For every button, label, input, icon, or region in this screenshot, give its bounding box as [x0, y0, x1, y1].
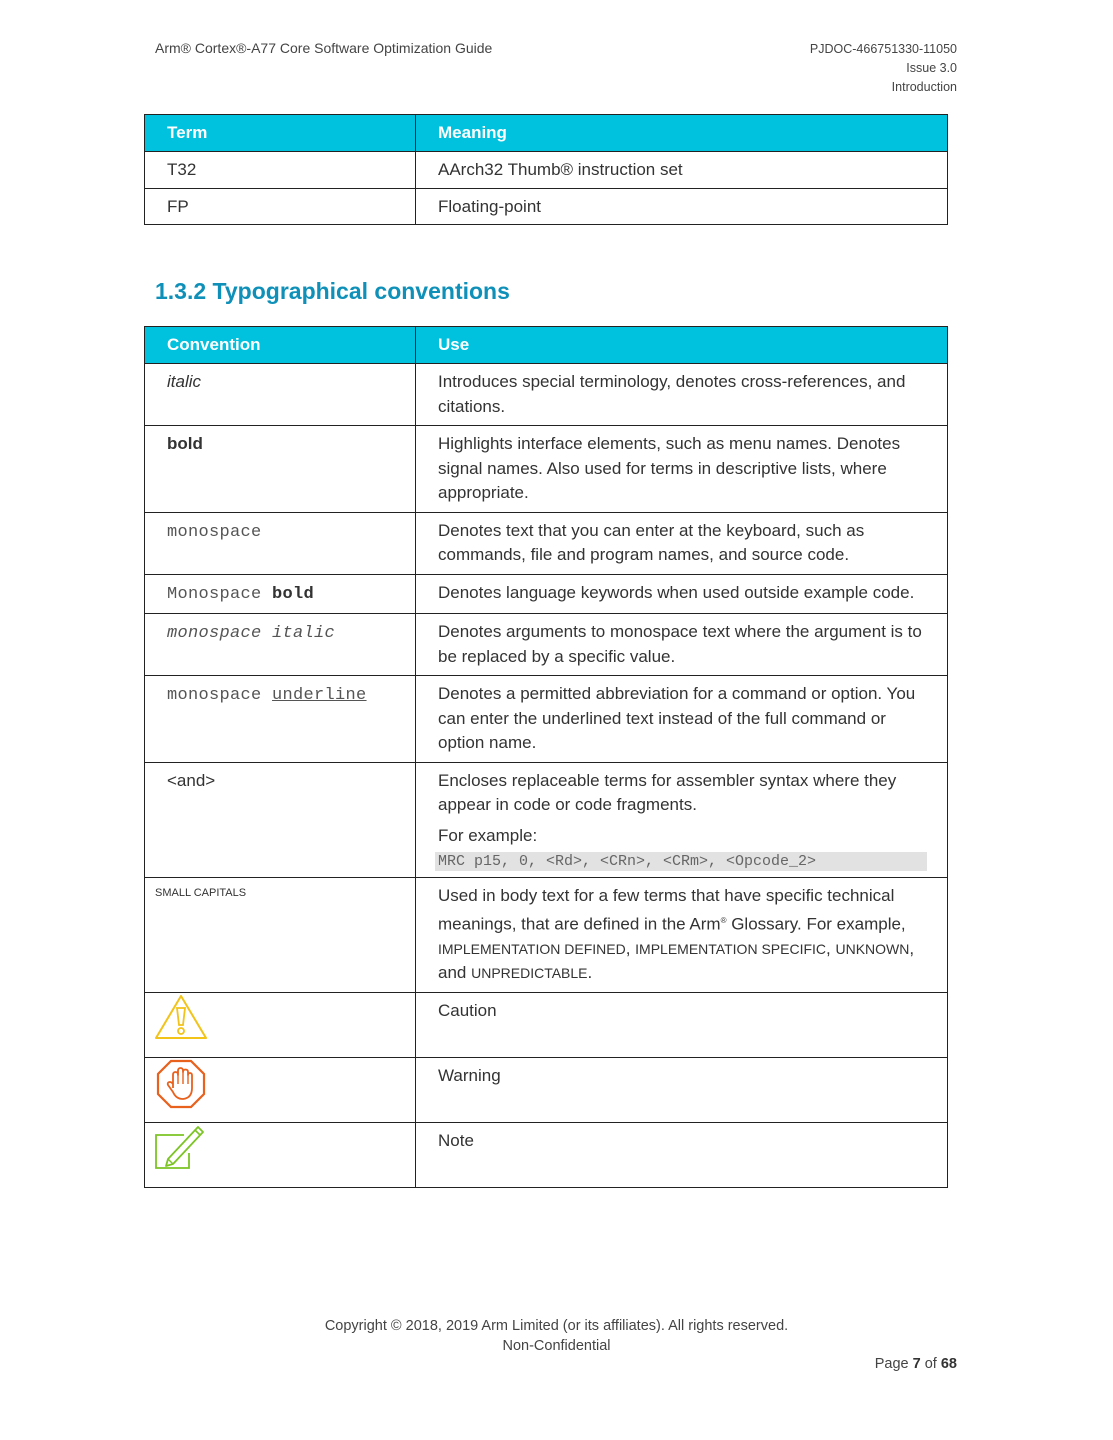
use-cell: Highlights interface elements, such as menu names. Denotes signal names. Also used for terms in descriptive lists, where appropriate. — [416, 426, 948, 513]
convention-monospace-italic-text: monospace italic — [167, 624, 336, 643]
use-text: Used in body text for a few terms that have specific technical meanings, that are defined in the Arm — [438, 886, 895, 934]
convention-italic — [145, 364, 416, 426]
convention-bold — [145, 426, 416, 513]
table-row — [145, 512, 948, 574]
table-row — [145, 614, 948, 676]
use-cell — [416, 762, 948, 878]
separator: . — [587, 963, 593, 983]
convention-monospace-underline — [145, 676, 416, 763]
use-cell: Caution — [416, 992, 948, 1057]
column-header-convention: Convention — [145, 327, 416, 364]
convention-monospace-bold-text: bold — [272, 584, 315, 604]
small-caps-term: UNPREDICTABLE — [471, 965, 588, 982]
convention-monospace-bold — [145, 574, 416, 614]
column-header-meaning: Meaning — [416, 115, 948, 152]
term-cell: T32 — [145, 152, 416, 189]
table-row — [145, 152, 948, 189]
table-row — [145, 762, 948, 878]
use-cell: Denotes text that you can enter at the keyboard, such as commands, file and program names, and source code. — [416, 512, 948, 574]
table-header-row — [145, 115, 948, 152]
convention-warning — [145, 1057, 416, 1122]
use-cell: Denotes arguments to monospace text where the argument is to be replaced by a specific value. — [416, 614, 948, 676]
header-meta — [810, 40, 957, 97]
use-cell — [416, 878, 948, 993]
small-caps-term: IMPLEMENTATION SPECIFIC — [635, 940, 827, 957]
table-row — [145, 1057, 948, 1122]
page-number — [875, 1356, 957, 1372]
use-text: Encloses replaceable terms for assembler syntax where they appear in code or code fragments. — [438, 770, 897, 814]
caution-icon — [154, 993, 208, 1041]
column-header-term: Term — [145, 115, 416, 152]
small-caps-term: IMPLEMENTATION DEFINED — [438, 940, 626, 957]
use-cell: Introduces special terminology, denotes cross-references, and citations. — [416, 364, 948, 426]
page-current: 7 — [912, 1356, 921, 1372]
use-text: Glossary. For example, — [726, 914, 911, 934]
convention-monospace — [145, 512, 416, 574]
table-row — [145, 1122, 948, 1187]
example-label: For example: — [438, 825, 538, 845]
table-row — [145, 426, 948, 513]
table-row — [145, 574, 948, 614]
use-cell: Denotes a permitted abbreviation for a command or option. You can enter the underlined text instead of the full command or option name. — [416, 676, 948, 763]
confidentiality-label: Non-Confidential — [502, 1338, 611, 1354]
warning-hand-icon — [154, 1058, 208, 1110]
convention-italic-text: italic — [167, 372, 202, 391]
terms-table — [144, 114, 948, 225]
page-prefix: Page — [874, 1356, 913, 1372]
convention-angle-brackets: <and> — [145, 762, 416, 878]
conventions-table — [144, 326, 948, 1188]
small-caps-term: UNKNOWN — [835, 940, 910, 957]
note-pencil-icon — [154, 1123, 208, 1175]
section-heading: 1.3.2 Typographical conventions — [155, 278, 510, 304]
use-cell: Denotes language keywords when used outside example code. — [416, 574, 948, 614]
separator: , — [826, 938, 836, 958]
term-cell: FP — [145, 188, 416, 225]
table-row — [145, 188, 948, 225]
meaning-cell: Floating-point — [416, 188, 948, 225]
table-row — [145, 676, 948, 763]
copyright-text: Copyright © 2018, 2019 Arm Limited (or its affiliates). All rights reserved. — [324, 1318, 789, 1334]
convention-monospace-text: monospace — [167, 522, 262, 542]
use-cell: Note — [416, 1122, 948, 1187]
registered-mark: ® — [720, 915, 727, 925]
convention-monospace-prefix: monospace — [167, 686, 273, 705]
header-title: Arm® Cortex®-A77 Core Software Optimization Guide — [155, 40, 493, 56]
page-of: of — [920, 1356, 941, 1372]
convention-small-capitals: SMALL CAPITALS — [145, 878, 416, 993]
example-code: MRC p15, 0, <Rd>, <CRn>, <CRm>, <Opcode_2> — [435, 852, 927, 871]
column-header-use: Use — [416, 327, 948, 364]
table-row — [145, 992, 948, 1057]
use-cell: Warning — [416, 1057, 948, 1122]
convention-underlined-text: underline — [272, 686, 367, 705]
convention-monospace-prefix: Monospace — [167, 584, 273, 604]
separator: , — [625, 938, 636, 958]
table-row — [145, 364, 948, 426]
section-label: Introduction — [891, 80, 957, 94]
footer — [0, 1316, 1113, 1356]
table-row — [145, 878, 948, 993]
convention-bold-text: bold — [167, 434, 203, 453]
doc-id: PJDOC-466751330-11050 — [809, 42, 957, 56]
page-total: 68 — [940, 1356, 957, 1372]
issue-label: Issue 3.0 — [906, 61, 957, 75]
convention-monospace-italic — [145, 614, 416, 676]
separator: , and — [438, 938, 919, 983]
table-header-row — [145, 327, 948, 364]
meaning-cell: AArch32 Thumb® instruction set — [416, 152, 948, 189]
convention-note — [145, 1122, 416, 1187]
convention-caution — [145, 992, 416, 1057]
